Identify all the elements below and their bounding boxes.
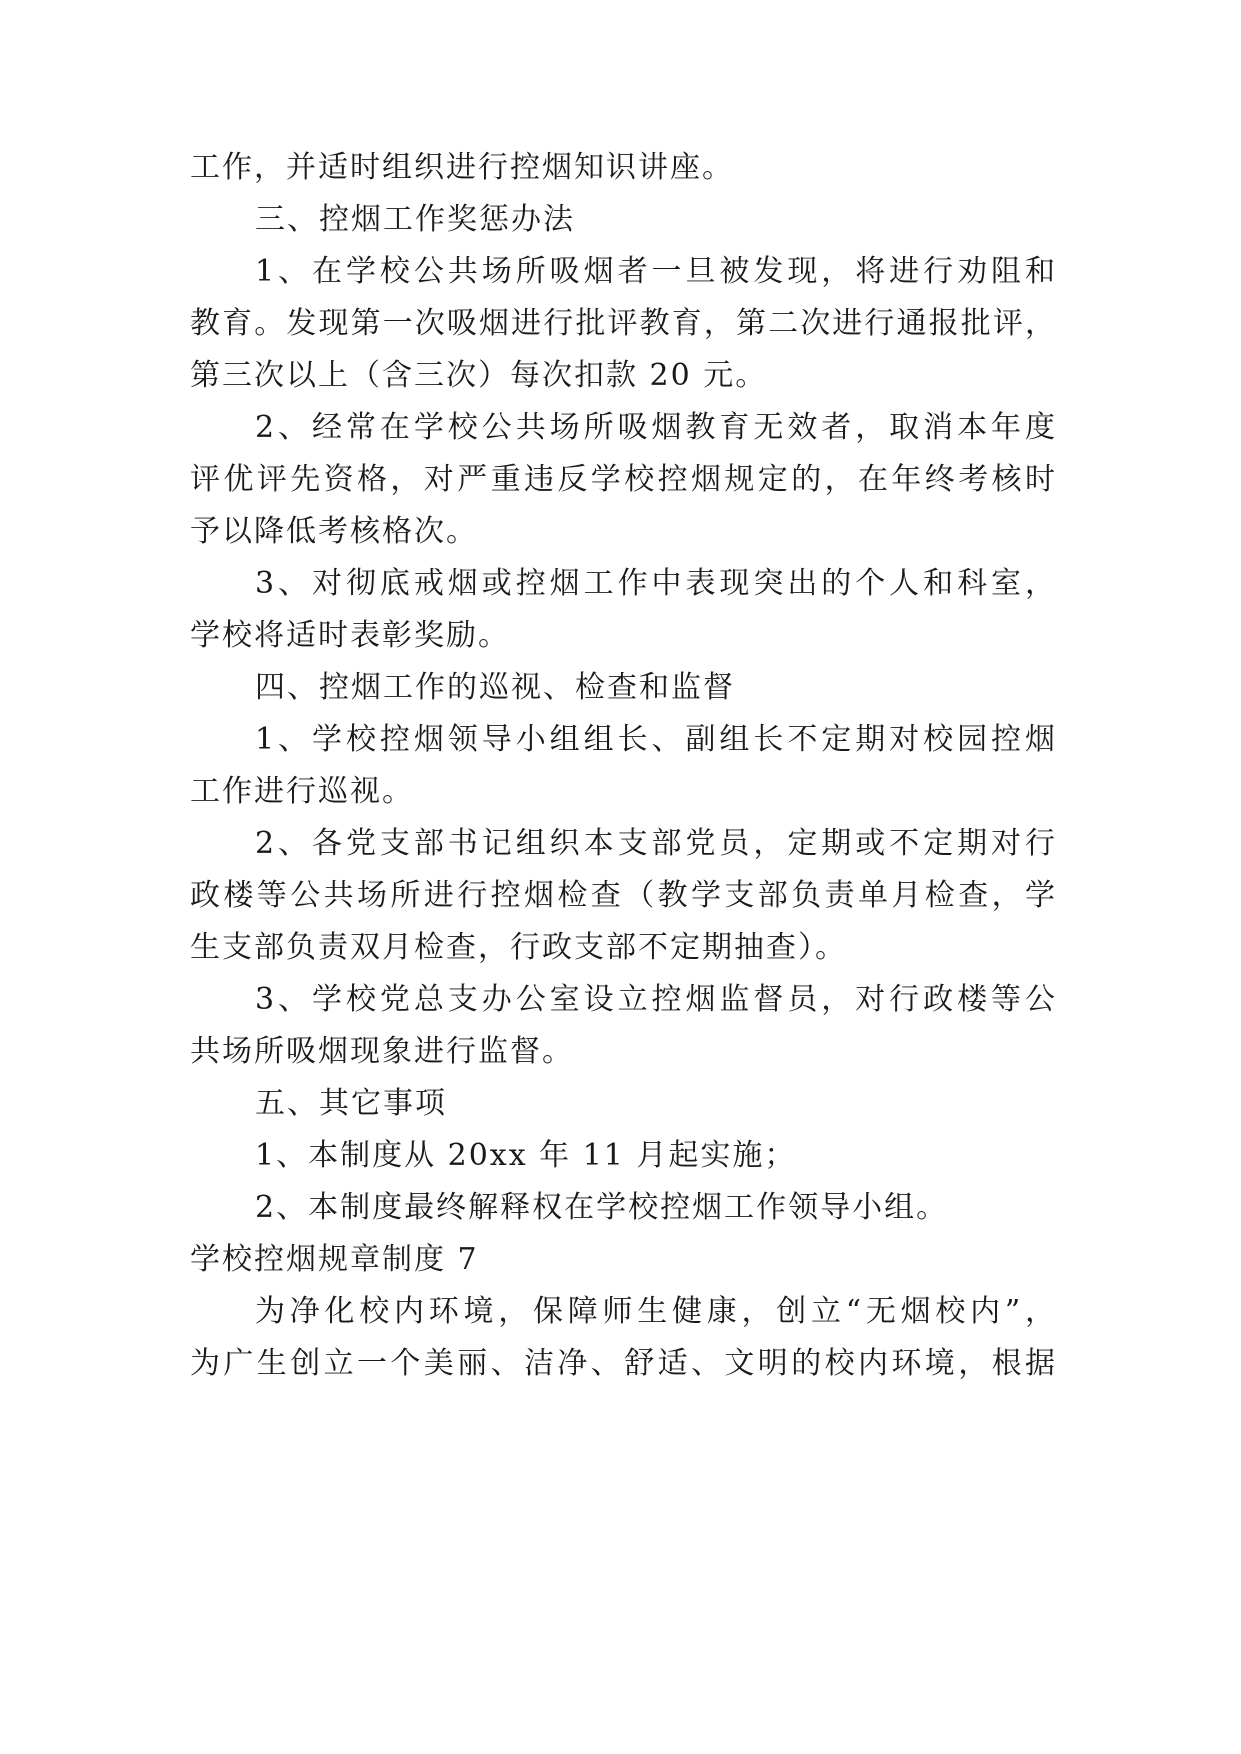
paragraph-line: 工作进行巡视。 bbox=[190, 774, 414, 809]
paragraph-line: 为净化校内环境，保障师生健康，创立“无烟校内”， bbox=[255, 1294, 1055, 1329]
paragraph-line: 教育。发现第一次吸烟进行批评教育，第二次进行通报批评， bbox=[190, 306, 1055, 341]
paragraph-line: 第三次以上（含三次）每次扣款 20 元。 bbox=[190, 358, 768, 393]
paragraph-line: 2、各党支部书记组织本支部党员，定期或不定期对行 bbox=[255, 826, 1055, 861]
paragraph-line: 为广生创立一个美丽、洁净、舒适、文明的校内环境，根据 bbox=[190, 1346, 1055, 1381]
paragraph-line: 共场所吸烟现象进行监督。 bbox=[190, 1034, 574, 1069]
paragraph-line: 政楼等公共场所进行控烟检查（教学支部负责单月检查，学 bbox=[190, 878, 1055, 913]
section-heading-3: 三、控烟工作奖惩办法 bbox=[255, 202, 575, 237]
paragraph-line: 予以降低考核格次。 bbox=[190, 514, 478, 549]
section-heading-4: 四、控烟工作的巡视、检查和监督 bbox=[255, 670, 735, 705]
document-title: 学校控烟规章制度 7 bbox=[190, 1242, 479, 1277]
paragraph-line: 3、对彻底戒烟或控烟工作中表现突出的个人和科室， bbox=[255, 566, 1055, 601]
paragraph-line: 2、经常在学校公共场所吸烟教育无效者，取消本年度 bbox=[255, 410, 1055, 445]
paragraph-line: 生支部负责双月检查，行政支部不定期抽查）。 bbox=[190, 930, 847, 965]
section-heading-5: 五、其它事项 bbox=[255, 1086, 447, 1121]
paragraph-line: 1、本制度从 20xx 年 11 月起实施； bbox=[255, 1138, 797, 1173]
paragraph-line: 2、本制度最终解释权在学校控烟工作领导小组。 bbox=[255, 1190, 949, 1225]
paragraph-line: 学校将适时表彰奖励。 bbox=[190, 618, 510, 653]
paragraph-line: 评优评先资格，对严重违反学校控烟规定的，在年终考核时 bbox=[190, 462, 1055, 497]
paragraph-line: 工作，并适时组织进行控烟知识讲座。 bbox=[190, 150, 734, 185]
paragraph-line: 1、学校控烟领导小组组长、副组长不定期对校园控烟 bbox=[255, 722, 1055, 757]
paragraph-line: 1、在学校公共场所吸烟者一旦被发现，将进行劝阻和 bbox=[255, 254, 1055, 289]
paragraph-line: 3、学校党总支办公室设立控烟监督员，对行政楼等公 bbox=[255, 982, 1055, 1017]
